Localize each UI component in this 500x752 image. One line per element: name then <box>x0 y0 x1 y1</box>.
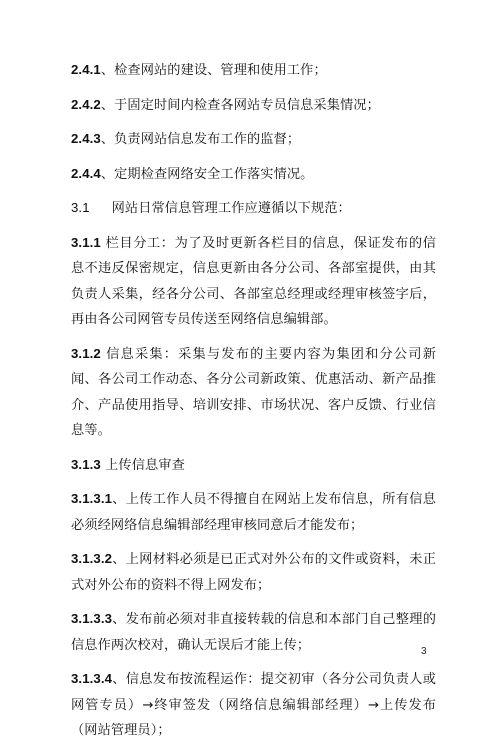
section-number: 3.1.3.1 <box>71 491 113 506</box>
paragraph-2-4-2 <box>71 92 436 119</box>
paragraph-3-1-3-1 <box>71 486 436 538</box>
paragraph-text: 、检查网站的建设、管理和使用工作； <box>100 63 327 78</box>
paragraph-2-4-3 <box>71 126 436 153</box>
section-number: 3.1.3.3 <box>71 611 113 626</box>
paragraph-text: 、定期检查网络安全工作落实情况。 <box>100 166 314 182</box>
section-number: 2.4.3 <box>71 131 101 146</box>
paragraph-text: 、上传工作人员不得擅自在网站上发布信息，所有信息必须经网络信息编辑部经理审核同意后才能发布； <box>71 492 436 533</box>
section-number: 3.1.3.4 <box>71 671 113 686</box>
paragraph-text: 、发布前必须对非直接转载的信息和本部门自己整理的信息作两次校对，确认无误后才能上传； <box>71 612 436 653</box>
page-number: 3 <box>421 646 427 657</box>
paragraph-3-1-1 <box>71 230 436 333</box>
paragraph-3-1-3-2 <box>71 546 436 598</box>
section-number: 3.1.2 <box>71 345 101 361</box>
paragraph-3-1-3-4 <box>71 666 436 744</box>
section-number: 3.1 <box>71 200 90 215</box>
paragraph-text: 栏目分工：为了及时更新各栏目的信息，保证发布的信息不违反保密规定，信息更新由各分公司、各部室提供，由其负责人采集，经各分公司、各部室总经理或经理审核签字后，再由各公司网管专员传送至网络信息编辑部。 <box>71 235 436 327</box>
section-heading-3-1 <box>71 195 436 222</box>
section-number: 2.4.2 <box>71 96 101 112</box>
section-number: 3.1.3 <box>71 456 101 472</box>
section-number: 2.4.1 <box>71 62 101 77</box>
paragraph-3-1-2 <box>71 341 436 444</box>
paragraph-text: 、负责网站信息发布工作的监督； <box>100 132 301 147</box>
section-number: 2.4.4 <box>71 165 101 181</box>
subsection-heading-3-1-3 <box>71 452 436 479</box>
paragraph-text: 、信息发布按流程运作：提交初审（各分公司负责人或网管专员）→终审签发（网络信息编辑部经理）→上传发布（网站管理员）； <box>71 672 436 738</box>
section-number: 3.1.1 <box>71 234 101 250</box>
document-body <box>71 57 436 752</box>
paragraph-2-4-4 <box>71 161 436 188</box>
paragraph-2-4-1 <box>71 57 436 84</box>
section-number: 3.1.3.2 <box>71 551 113 566</box>
section-heading-text: 网站日常信息管理工作应遵循以下规范： <box>111 201 351 216</box>
paragraph-text: 、于固定时间内检查各网站专员信息采集情况； <box>100 97 380 113</box>
paragraph-3-1-3-3 <box>71 606 436 658</box>
paragraph-text: 信息采集：采集与发布的主要内容为集团和分公司新闻、各公司工作动态、各分公司新政策、优惠活动、新产品推介、产品使用指导、培训安排、市场状况、客户反馈、行业信息等。 <box>71 346 436 438</box>
subsection-heading-text: 上传信息审查 <box>105 457 185 473</box>
paragraph-text: 、上网材料必须是已正式对外公布的文件或资料，未正式对外公布的资料不得上网发布； <box>71 552 436 593</box>
